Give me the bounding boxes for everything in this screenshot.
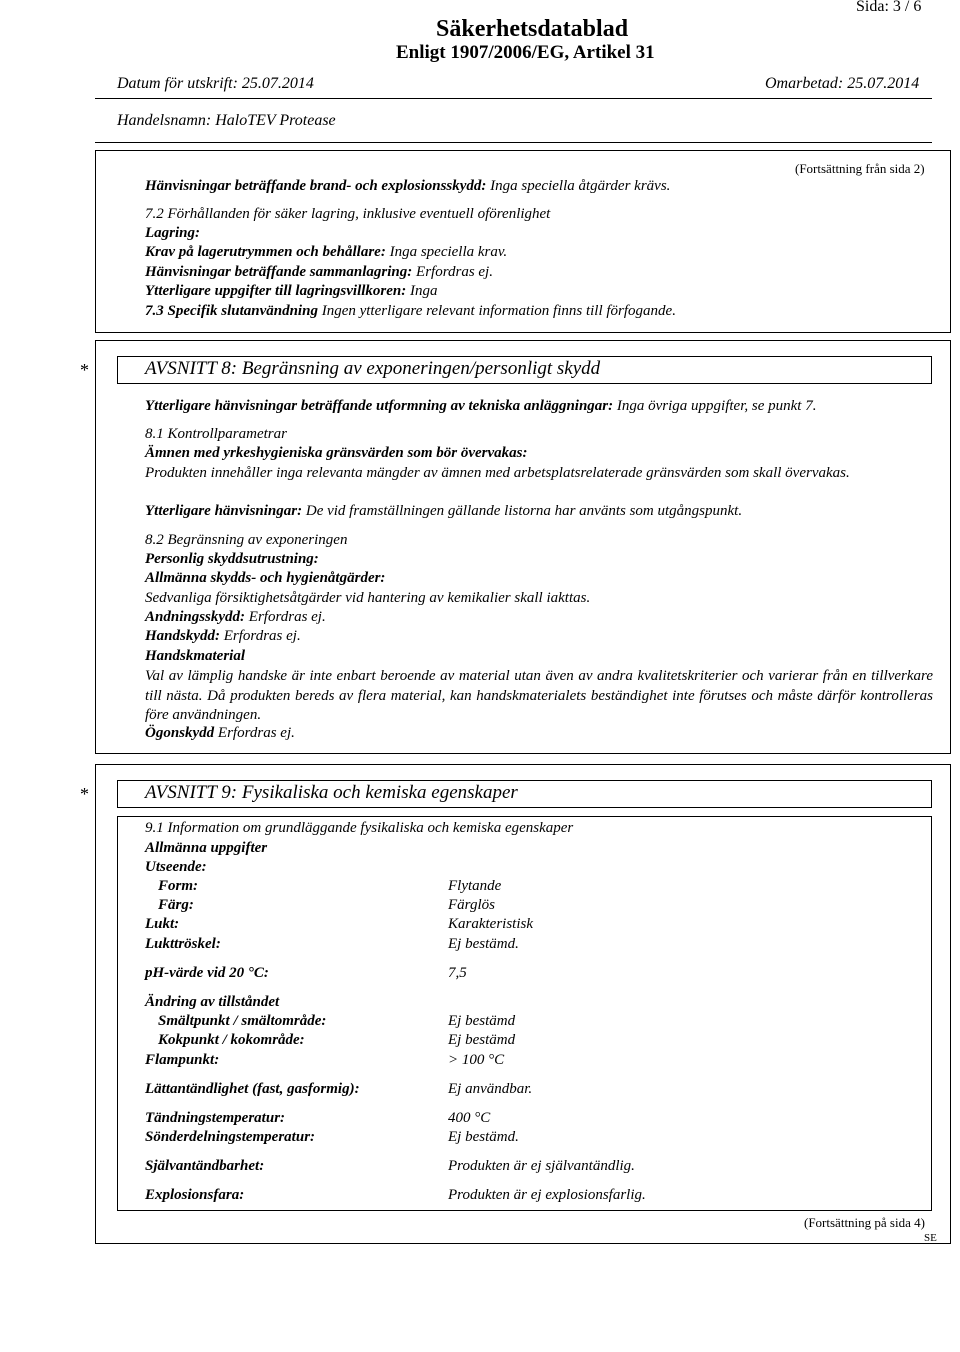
conditions-value: Inga [410,283,438,299]
co-storage [145,264,493,281]
section-8-2-heading: 8.2 Begränsning av exponeringen [145,532,348,548]
continued-to: (Fortsättning på sida 4) [804,1215,925,1230]
eye-value: Erfordras ej. [217,725,295,741]
self-ignition-value: Produkten är ej självantändlig. [448,1158,635,1174]
print-date: Datum för utskrift: 25.07.2014 [117,75,314,92]
limits-text: Produkten innehåller inga relevanta mängder av ämnen med arbetsplatsrelaterade gränsvärden som skall övervakas. [145,465,850,481]
explosion-value: Produkten är ej explosionsfarlig. [448,1187,646,1203]
section-7-2-heading: 7.2 Förhållanden för säker lagring, inklusive eventuell oförenlighet [145,206,551,222]
requirements-label: Krav på lagerutrymmen och behållare: [145,244,386,260]
fire-label: Hänvisningar beträffande brand- och explosionsskydd: [145,178,487,194]
appearance-label: Utseende: [145,859,207,875]
fire-value: Inga speciella åtgärder krävs. [490,178,671,194]
extra-value: De vid framställningen gällande listorna har använts som utgångspunkt. [305,503,743,519]
boiling-label: Kokpunkt / kokområde: [158,1032,305,1048]
glove-material-text: Val av lämplig handske är inte enbart beroende av material utan även av andra kvalitetskriterier och varierar från en tillverkare till nästa. Då produkten bereds av flera material, kan handskmaterialets beständighet inte förutses och måste därför kontrolleras före användningen. [145,668,933,723]
odor-threshold-value: Ej bestämd. [448,936,519,952]
limits-label: Ämnen med yrkeshygieniska gränsvärden som bör övervakas: [145,445,528,461]
explosion-label: Explosionsfara: [145,1187,245,1203]
self-ignition-label: Självantändbarhet: [145,1158,265,1174]
header-divider-2 [95,142,932,143]
specific-end-use [145,303,676,320]
header-divider [95,98,932,99]
language-code: SE [924,1232,937,1244]
color-label: Färg: [158,897,194,913]
ph-value: 7,5 [448,965,467,981]
form-value: Flytande [448,878,502,894]
section-9-title: AVSNITT 9: Fysikaliska och kemiska egenskaper [145,782,518,803]
odor-threshold-label: Lukttröskel: [145,936,221,952]
state-change-label: Ändring av tillståndet [145,994,280,1010]
conditions-label: Ytterligare uppgifter till lagringsvillkoren: [145,283,407,299]
flammability-value: Ej användbar. [448,1081,533,1097]
melting-value: Ej bestämd [448,1013,516,1029]
color-value: Färglös [448,897,495,913]
boiling-value: Ej bestämd [448,1032,516,1048]
end-use-value: Ingen ytterligare relevant information finns till förfogande. [321,303,676,319]
flammability-label: Lättantändlighet (fast, gasformig): [145,1081,360,1097]
document-subtitle: Enligt 1907/2006/EG, Artikel 31 [396,42,655,63]
end-use-label: 7.3 Specifik slutanvändning [145,303,318,319]
hand-protection [145,628,301,645]
storage-conditions [145,283,438,300]
eye-label: Ögonskydd [145,725,215,741]
ignition-value: 400 °C [448,1110,491,1126]
section-8-change-marker: * [80,360,89,380]
form-label: Form: [158,878,199,894]
ppe-label: Personlig skyddsutrustning: [145,551,319,567]
respiratory-protection [145,609,326,626]
respiratory-value: Erfordras ej. [248,609,326,625]
trade-name: Handelsnamn: HaloTEV Protease [117,112,336,129]
ignition-label: Tändningstemperatur: [145,1110,286,1126]
revised-date: Omarbetad: 25.07.2014 [765,75,920,92]
eye-protection [145,725,295,742]
extra-references [145,503,742,520]
general-measures-text: Sedvanliga försiktighetsåtgärder vid hantering av kemikalier skall iakttas. [145,590,591,606]
fire-hint [145,178,670,195]
technical-design [145,398,816,415]
page-number: Sida: 3 / 6 [856,0,922,15]
odor-label: Lukt: [145,916,180,932]
flash-point-value: > 100 °C [448,1052,505,1068]
general-measures-label: Allmänna skydds- och hygienåtgärder: [145,570,386,586]
design-value: Inga övriga uppgifter, se punkt 7. [616,398,817,414]
section-8-title: AVSNITT 8: Begränsning av exponeringen/personligt skydd [145,358,601,379]
hand-label: Handskydd: [145,628,220,644]
requirements-value: Inga speciella krav. [389,244,508,260]
document-title: Säkerhetsdatablad [436,16,629,42]
ph-label: pH-värde vid 20 °C: [145,965,269,981]
design-label: Ytterligare hänvisningar beträffande utformning av tekniska anläggningar: [145,398,614,414]
extra-label: Ytterligare hänvisningar: [145,503,303,519]
general-info-label: Allmänna uppgifter [145,840,268,856]
storage-requirements [145,244,507,261]
continued-from: (Fortsättning från sida 2) [795,161,925,176]
co-storage-value: Erfordras ej. [416,264,493,280]
hand-value: Erfordras ej. [223,628,301,644]
storage-label: Lagring: [145,225,201,241]
decomposition-label: Sönderdelningstemperatur: [145,1129,316,1145]
decomposition-value: Ej bestämd. [448,1129,519,1145]
co-storage-label: Hänvisningar beträffande sammanlagring: [145,264,413,280]
glove-material-label: Handskmaterial [145,648,246,664]
odor-value: Karakteristisk [448,916,533,932]
flash-point-label: Flampunkt: [145,1052,220,1068]
section-8-1-heading: 8.1 Kontrollparametrar [145,426,287,442]
respiratory-label: Andningsskydd: [145,609,246,625]
section-9-1-heading: 9.1 Information om grundläggande fysikaliska och kemiska egenskaper [145,820,574,836]
section-9-change-marker: * [80,784,89,804]
melting-label: Smältpunkt / smältområde: [158,1013,327,1029]
